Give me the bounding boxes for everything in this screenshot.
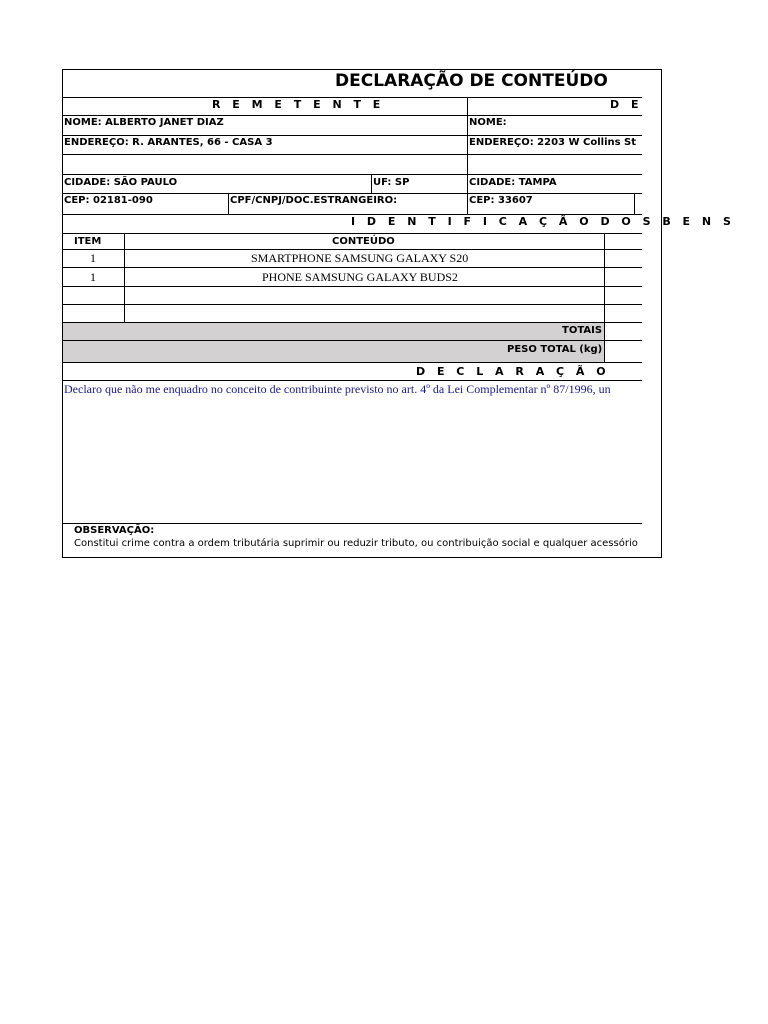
divider — [371, 174, 372, 193]
divider — [62, 154, 642, 155]
destinatario-cidade: CIDADE: TAMPA — [469, 177, 557, 188]
destinatario-header: D E — [610, 98, 643, 111]
totais-band — [63, 323, 604, 341]
divider — [124, 233, 125, 323]
totais-label: TOTAIS — [562, 325, 603, 336]
remetente-header: R E M E T E N T E — [212, 98, 385, 111]
remetente-endereco: ENDEREÇO: R. ARANTES, 66 - CASA 3 — [64, 137, 273, 148]
col-item-header: ITEM — [74, 236, 102, 247]
divider — [62, 304, 642, 305]
divider — [62, 193, 642, 194]
divider — [62, 380, 642, 381]
remetente-cep: CEP: 02181-090 — [64, 195, 153, 206]
table-row-2-conteudo: PHONE SAMSUNG GALAXY BUDS2 — [262, 270, 458, 284]
observacao-label: OBSERVAÇÃO: — [74, 525, 155, 536]
table-row-1-conteudo: SMARTPHONE SAMSUNG GALAXY S20 — [251, 251, 469, 265]
peso-label: PESO TOTAL (kg) — [507, 344, 603, 355]
destinatario-nome: NOME: — [469, 117, 507, 128]
divider — [62, 322, 642, 323]
divider — [228, 193, 229, 215]
remetente-nome: NOME: ALBERTO JANET DIAZ — [64, 117, 224, 128]
divider — [62, 115, 642, 116]
destinatario-endereco: ENDEREÇO: 2203 W Collins St — [469, 137, 637, 148]
divider — [62, 174, 642, 175]
divider — [62, 233, 642, 234]
bens-header: I D E N T I F I C A Ç Ã O D O S B E N S — [351, 215, 735, 228]
divider — [62, 523, 642, 524]
page-title: DECLARAÇÃO DE CONTEÚDO — [335, 71, 608, 91]
divider — [62, 362, 642, 363]
remetente-doc: CPF/CNPJ/DOC.ESTRANGEIRO: — [230, 195, 398, 206]
divider — [604, 233, 605, 363]
remetente-cidade: CIDADE: SÃO PAULO — [64, 177, 178, 188]
divider — [634, 193, 635, 215]
divider — [62, 249, 642, 250]
divider — [62, 286, 642, 287]
divider — [62, 267, 642, 268]
declaracao-header: D E C L A R A Ç Ã O — [416, 365, 610, 378]
col-conteudo-header: CONTEÚDO — [332, 236, 395, 247]
destinatario-cep: CEP: 33607 — [469, 195, 533, 206]
observacao-text: Constitui crime contra a ordem tributária suprimir ou reduzir tributo, ou contribuição social e qualquer acessório — [74, 538, 638, 549]
divider — [62, 135, 642, 136]
table-row-2-item: 1 — [90, 270, 96, 284]
remetente-uf: UF: SP — [373, 177, 410, 188]
table-row-1-item: 1 — [90, 251, 96, 265]
declaracao-text: Declaro que não me enquadro no conceito de contribuinte previsto no art. 4º da Lei Complementar nº 87/1996, un — [64, 382, 611, 396]
